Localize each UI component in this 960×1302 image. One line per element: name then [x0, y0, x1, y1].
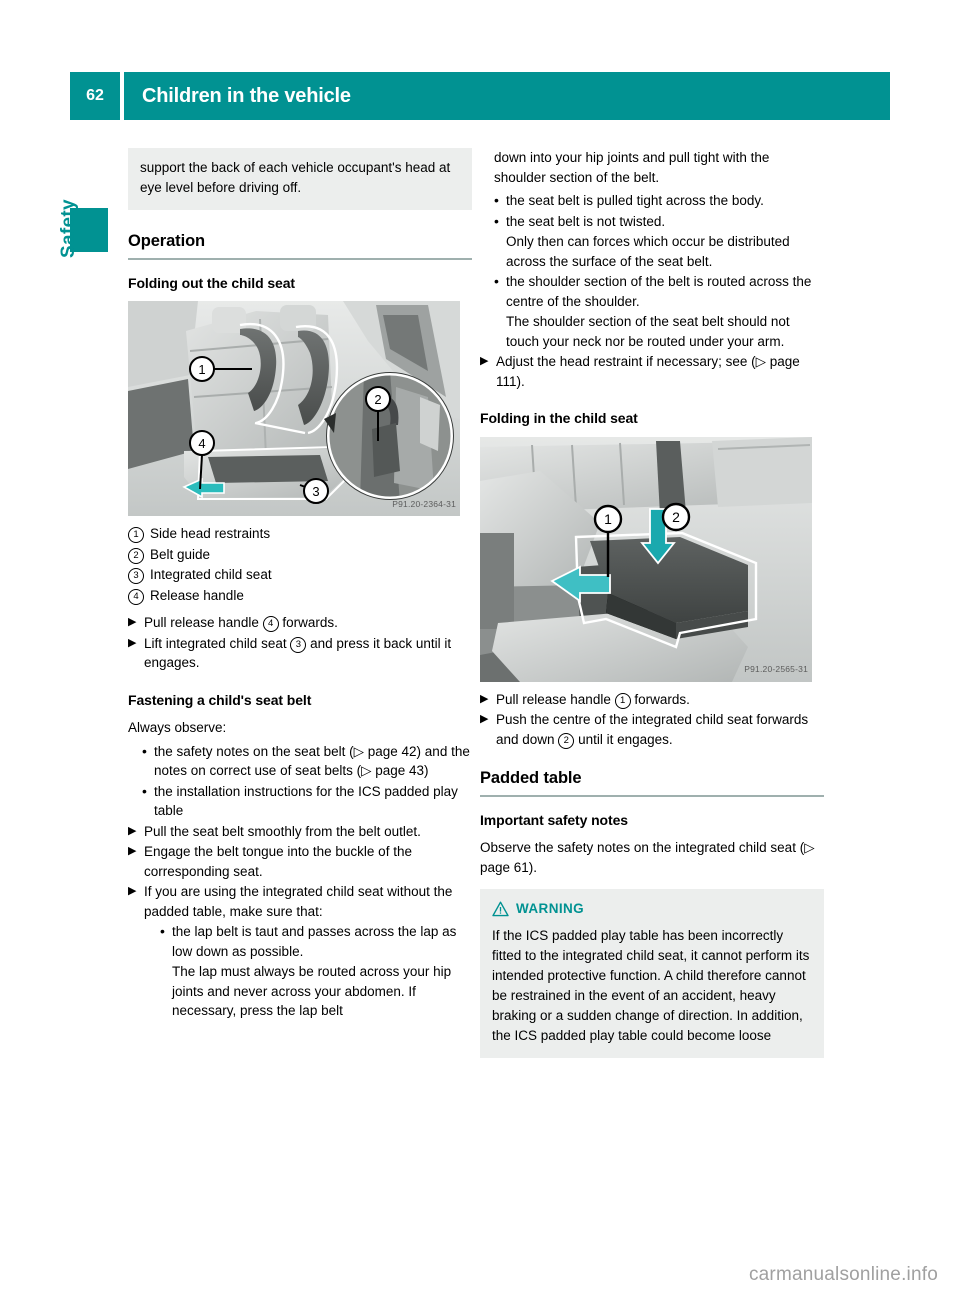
callout-marker-1: 1	[128, 524, 150, 544]
bullet-dot-icon: •	[160, 923, 165, 939]
step-text: Pull the seat belt smoothly from the belt outlet.	[144, 823, 421, 839]
bullet-note-text: Only then can forces which occur be distributed across the surface of the seat belt.	[506, 234, 790, 269]
inline-callout-ref: 3	[290, 637, 306, 653]
page-header	[70, 72, 890, 120]
figure-reference-code: P91.20-2565-31	[744, 664, 808, 674]
always-observe-text: Always observe:	[128, 720, 227, 735]
bullet-dot-icon: •	[494, 273, 499, 289]
right-column	[480, 148, 824, 1058]
bullet-item	[128, 782, 472, 821]
continued-warning-note: support the back of each vehicle occupant's head at eye level before driving off.	[128, 148, 472, 210]
bullet-item	[480, 212, 824, 232]
step-arrow-icon: ▶	[480, 713, 489, 725]
warning-header	[492, 899, 812, 919]
bullet-text: the safety notes on the seat belt (▷ page 42) and the notes on correct use of seat belts (▷ page 43)	[154, 743, 470, 778]
site-watermark: carmanualsonline.info	[748, 1264, 938, 1285]
warning-triangle-icon	[492, 901, 509, 917]
step-text-post: forwards.	[630, 691, 690, 707]
subheading-important-safety-notes: Important safety notes	[480, 811, 628, 828]
bullet-text: the installation instructions for the ICS padded play table	[154, 783, 458, 818]
step-text: If you are using the integrated child seat without the padded table, make sure that:	[144, 884, 453, 919]
step-text: Adjust the head restraint if necessary; see (▷ page 111).	[496, 354, 800, 389]
step-text-pre: Pull release handle	[496, 691, 615, 707]
warning-body-text: If the ICS padded play table has been incorrectly fitted to the integrated child seat, it cannot perform its intended protective function. A child therefore cannot be restrained in the event of an accident, heavy braking or a sudden change of direction. In addition, the ICS padded play table could become loose	[492, 927, 810, 1043]
step-item	[128, 822, 472, 842]
legend-label: Release handle	[150, 587, 244, 603]
warning-title: WARNING	[516, 901, 585, 916]
figure-1-illustration	[128, 301, 460, 516]
nested-bullet-list	[128, 922, 472, 1021]
bullet-dot-icon: •	[494, 212, 499, 229]
continued-paragraph: down into your hip joints and pull tight with the shoulder section of the belt.	[494, 150, 770, 185]
step-item	[128, 842, 472, 881]
subheading-folding-in: Folding in the child seat	[480, 410, 638, 426]
svg-text:1: 1	[198, 362, 206, 377]
warning-box	[480, 889, 824, 1058]
section-heading-operation: Operation	[128, 232, 472, 260]
step-text-post: until it engages.	[574, 731, 673, 747]
legend-item	[128, 586, 472, 606]
steps-folding-out	[128, 613, 472, 673]
inline-callout-ref: 4	[263, 616, 279, 632]
step-item	[480, 710, 824, 749]
step-arrow-icon: ▶	[480, 692, 489, 705]
page-number: 62	[70, 72, 120, 120]
callout-2	[663, 504, 689, 530]
step-text: Engage the belt tongue into the buckle of the corresponding seat.	[144, 844, 412, 879]
bullet-item	[128, 922, 472, 961]
svg-text:3: 3	[312, 484, 320, 499]
chapter-tab-label: Safety	[58, 199, 79, 258]
step-text-post: and press it back until it engages.	[144, 635, 452, 670]
step-item	[128, 634, 472, 673]
step-item	[128, 613, 472, 633]
svg-text:2: 2	[672, 508, 680, 525]
legend-item	[128, 565, 472, 585]
step-text	[144, 613, 472, 633]
figure-1-legend	[128, 524, 472, 605]
step-arrow-icon: ▶	[128, 616, 137, 628]
bullet-text: the seat belt is pulled tight across the body.	[506, 193, 764, 208]
legend-label: Belt guide	[150, 546, 211, 562]
steps-folding-in	[480, 690, 824, 750]
figure-folding-out-child-seat	[128, 301, 460, 516]
inline-callout-ref: 1	[615, 693, 631, 709]
step-text-pre: Push the centre of the integrated child seat forwards and down	[496, 712, 809, 747]
bullet-note-text: The lap must always be routed across your hip joints and never across your abdomen. If necessary, press the lap belt	[172, 964, 452, 1018]
step-item	[128, 882, 472, 921]
legend-item	[128, 545, 472, 565]
step-arrow-icon: ▶	[128, 824, 137, 837]
step-text	[496, 690, 824, 710]
callout-marker-2: 2	[128, 545, 150, 565]
step-arrow-icon: ▶	[128, 885, 137, 897]
legend-label: Side head restraints	[150, 526, 271, 541]
section-heading-padded-table: Padded table	[480, 769, 824, 797]
bullet-dot-icon: •	[142, 782, 147, 799]
bullet-dot-icon: •	[142, 742, 147, 759]
figure-folding-in-child-seat	[480, 437, 812, 682]
subheading-fastening-seat-belt: Fastening a child's seat belt	[128, 691, 312, 708]
callout-marker-4: 4	[128, 586, 150, 606]
figure-reference-code: P91.20-2364-31	[392, 498, 456, 509]
svg-text:1: 1	[604, 510, 612, 527]
step-arrow-icon: ▶	[128, 845, 137, 857]
step-text-pre: Pull release handle	[144, 615, 263, 630]
legend-label: Integrated child seat	[150, 567, 272, 582]
svg-text:2: 2	[374, 392, 382, 407]
observe-bullet-list	[128, 742, 472, 821]
bullet-text: the seat belt is not twisted.	[506, 213, 666, 229]
inline-callout-ref: 2	[558, 733, 574, 749]
step-text-post: forwards.	[278, 615, 338, 630]
step-item	[480, 690, 824, 710]
step-arrow-icon: ▶	[480, 355, 489, 367]
observe-note-text: Observe the safety notes on the integrated child seat (▷ page 61).	[480, 840, 815, 875]
steps-fastening	[128, 822, 472, 922]
legend-item	[128, 524, 472, 544]
bullet-item	[128, 742, 472, 781]
bullet-note-text: The shoulder section of the seat belt should not touch your neck nor be routed under your arm.	[506, 314, 790, 349]
step-arrow-icon: ▶	[128, 636, 137, 649]
page-title: Children in the vehicle	[124, 72, 890, 120]
bullet-item	[480, 191, 824, 211]
step-text	[144, 634, 472, 673]
left-column	[128, 148, 472, 1022]
bullet-text: the lap belt is taut and passes across the lap as low down as possible.	[172, 924, 457, 959]
svg-text:4: 4	[198, 436, 206, 451]
bullet-dot-icon: •	[494, 192, 499, 208]
bullet-text: the shoulder section of the belt is routed across the centre of the shoulder.	[506, 274, 812, 309]
belt-condition-bullets	[480, 191, 824, 351]
figure-2-illustration	[480, 437, 812, 682]
subheading-folding-out: Folding out the child seat	[128, 274, 295, 291]
callout-marker-3: 3	[128, 565, 150, 585]
step-text	[496, 710, 824, 749]
bullet-item	[480, 272, 824, 311]
step-item-adjust-head-restraint	[480, 352, 824, 391]
step-text-pre: Lift integrated child seat	[144, 635, 291, 651]
